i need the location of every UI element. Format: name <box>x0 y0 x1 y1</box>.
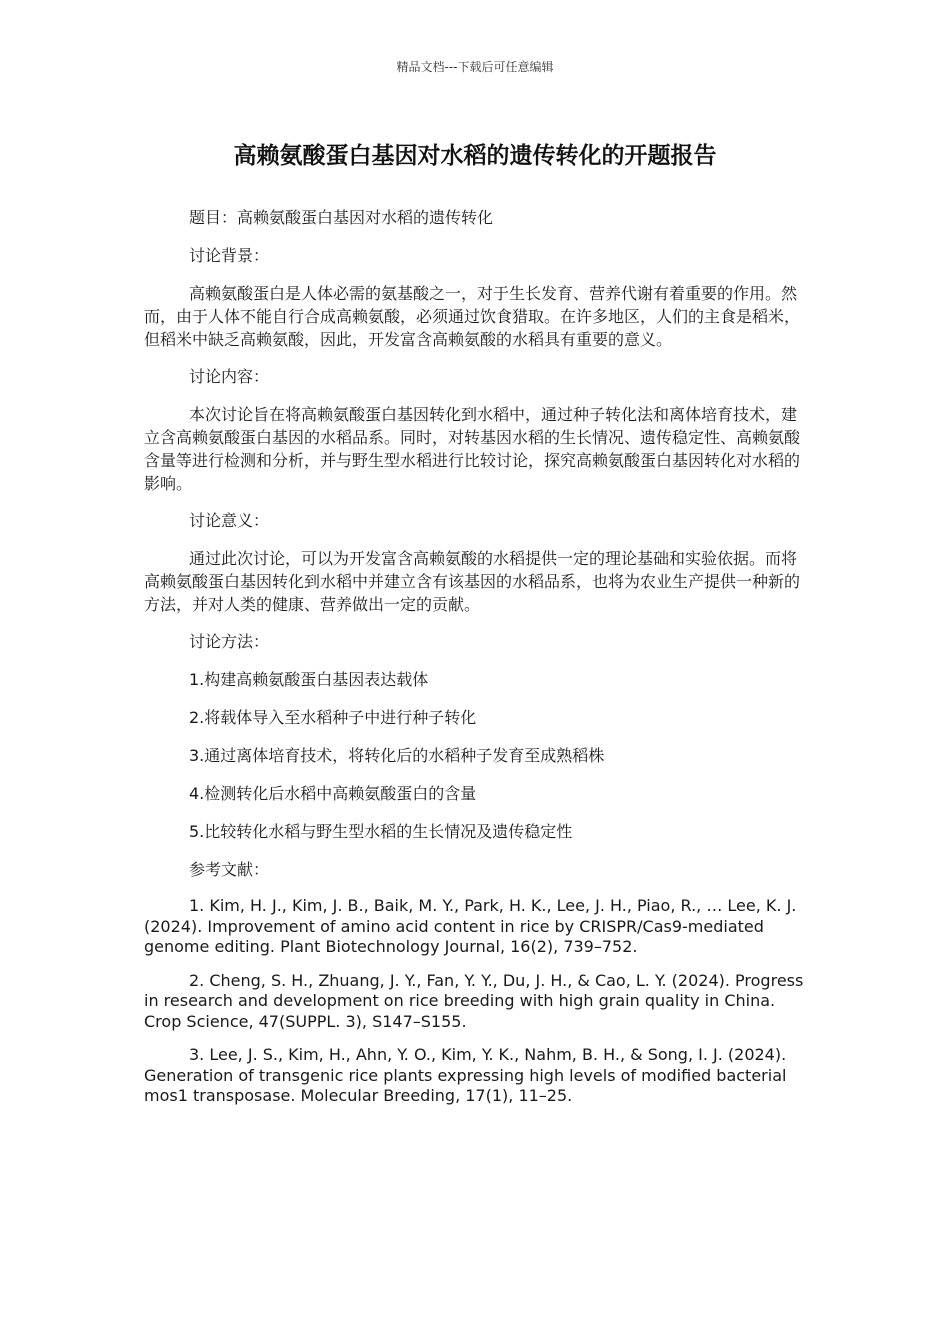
content-paragraph: 本次讨论旨在将高赖氨酸蛋白基因转化到水稻中，通过种子转化法和离体培育技术，建立含高赖氨酸蛋白基因的水稻品系。同时，对转基因水稻的生长情况、遗传稳定性、高赖氨酸含量等进行检测和分析，并与野生型水稻进行比较讨论，探究高赖氨酸蛋白基因转化对水稻的影响。 <box>144 405 801 493</box>
reference-item: 2. Cheng, S. H., Zhuang, J. Y., Fan, Y. Y., Du, J. H., & Cao, L. Y. (2024). Progress in research and development on rice breeding with high grain quality in China. Crop Science, 47(SUPPL. 3), S147–S155. <box>144 970 804 1031</box>
significance-heading: 讨论意义： <box>189 511 270 530</box>
reference-item: 3. Lee, J. S., Kim, H., Ahn, Y. O., Kim, Y. K., Nahm, B. H., & Song, I. J. (2024). Generation of transgenic rice plants expressing high levels of modified bacterial mos1 transposase. Molecular Breeding, 17(1), 11–25. <box>144 1045 787 1105</box>
method-item: 5.比较转化水稻与野生型水稻的生长情况及遗传稳定性 <box>189 822 573 841</box>
background-heading: 讨论背景： <box>189 246 270 265</box>
method-item: 4.检测转化后水稻中高赖氨酸蛋白的含量 <box>189 784 477 803</box>
method-item: 2.将载体导入至水稻种子中进行种子转化 <box>189 708 477 727</box>
reference-item: 1. Kim, H. J., Kim, J. B., Baik, M. Y., Park, H. K., Lee, J. H., Piao, R., … Lee, K. J. (2024). Improvement of amino acid content in rice by CRISPR/Cas9-mediated genome editing. Plant Biotechnology Journal, 16(2), 739–752. <box>144 896 797 956</box>
document-title: 高赖氨酸蛋白基因对水稻的遗传转化的开题报告 <box>233 143 717 169</box>
document-body <box>144 206 812 1120</box>
method-item: 1.构建高赖氨酸蛋白基因表达载体 <box>189 670 429 689</box>
topic-line: 题目：高赖氨酸蛋白基因对水稻的遗传转化 <box>189 208 494 227</box>
references-list <box>144 896 812 1107</box>
page-header-note: 精品文档---下载后可任意编辑 <box>396 60 554 74</box>
methods-heading: 讨论方法： <box>189 632 270 651</box>
background-paragraph: 高赖氨酸蛋白是人体必需的氨基酸之一，对于生长发育、营养代谢有着重要的作用。然而，由于人体不能自行合成高赖氨酸，必须通过饮食猎取。在许多地区，人们的主食是稻米，但稻米中缺乏高赖氨酸，因此，开发富含高赖氨酸的水稻具有重要的意义。 <box>144 284 801 349</box>
method-item: 3.通过离体培育技术，将转化后的水稻种子发育至成熟稻株 <box>189 746 605 765</box>
content-heading: 讨论内容： <box>189 367 270 386</box>
references-heading: 参考文献： <box>189 860 270 879</box>
significance-paragraph: 通过此次讨论，可以为开发富含高赖氨酸的水稻提供一定的理论基础和实验依据。而将高赖氨酸蛋白基因转化到水稻中并建立含有该基因的水稻品系，也将为农业生产提供一种新的方法，并对人类的健康、营养做出一定的贡献。 <box>144 549 801 614</box>
